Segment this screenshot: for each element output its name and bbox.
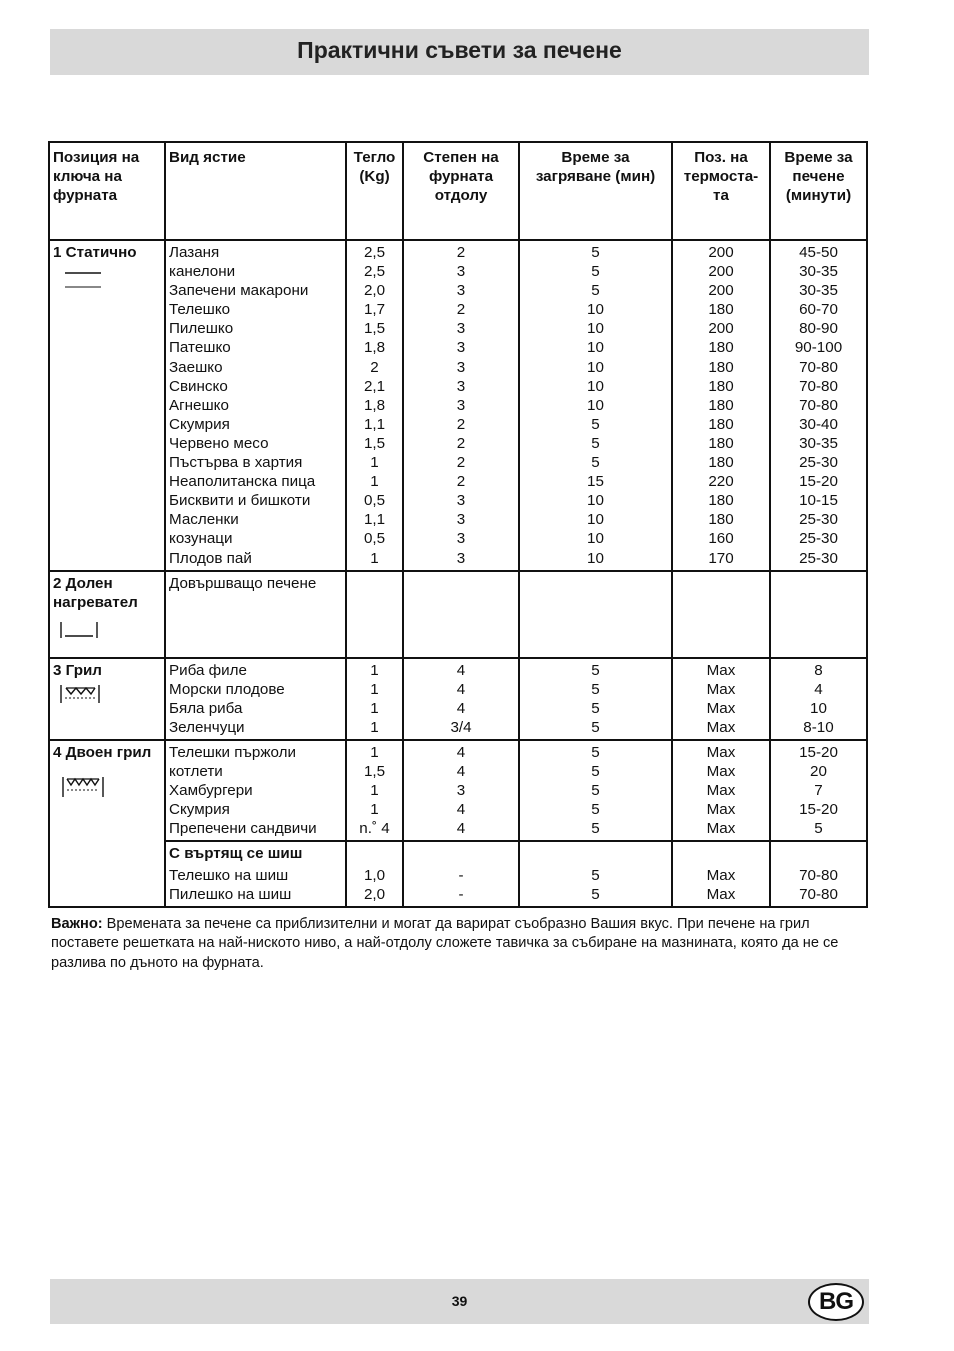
table-cell-line: 3 <box>456 492 466 510</box>
table-cell-line: Max <box>706 866 736 884</box>
table-cell-line: 5 <box>591 885 600 903</box>
table-cell-line: Max <box>706 820 736 838</box>
table-cell-line: 25-30 <box>799 530 838 548</box>
baking-table <box>48 141 868 908</box>
table-cell-line: 5 <box>591 743 600 761</box>
table-cell-line: 10 <box>587 377 604 395</box>
table-cell-line: канелони <box>169 263 236 281</box>
note-label: Важно: <box>51 916 103 932</box>
table-cell-line: 25-30 <box>799 511 838 529</box>
position-cell-grill <box>49 658 165 740</box>
table-cell-line: 3 <box>456 339 466 357</box>
weight-list <box>347 866 402 906</box>
position-label-bottom: 2 Долен нагревател <box>53 574 138 611</box>
table-cell-line: Неаполитанска пица <box>169 473 316 491</box>
table-cell-line: 3 <box>456 511 466 529</box>
table-cell-line: 15-20 <box>799 473 838 491</box>
table-cell-line: Телешки пържоли <box>169 743 296 761</box>
table-cell-line: 5 <box>591 718 600 736</box>
table-cell-line: 1,5 <box>363 434 386 452</box>
header-position: Позиция на ключа на фурната <box>49 142 165 240</box>
table-cell-line: 1 <box>370 743 379 761</box>
table-cell-line: 0,5 <box>363 492 386 510</box>
table-cell-line: 5 <box>591 866 600 884</box>
table-cell-line: Масленки <box>169 511 239 529</box>
table-cell-line: 4 <box>456 763 466 781</box>
time-list <box>771 866 866 906</box>
table-cell-line: 1,1 <box>363 511 386 529</box>
thermostat-list <box>673 241 769 570</box>
table-cell-line: 80-90 <box>799 320 838 338</box>
table-cell-line: 3 <box>456 320 466 338</box>
table-cell-line: 2,5 <box>363 244 386 261</box>
table-cell-line: козунаци <box>169 530 233 548</box>
table-cell-line: 15-20 <box>799 743 838 761</box>
weight-list <box>347 741 402 840</box>
thermostat-list <box>673 659 769 739</box>
table-cell-line: 180 <box>708 454 734 472</box>
table-cell-line: 4 <box>456 820 466 838</box>
table-cell-line: 25-30 <box>799 454 838 472</box>
position-label-double-grill: 4 Двоен грил <box>53 743 152 761</box>
table-cell-line: 20 <box>810 763 827 781</box>
table-cell-line: 1 <box>370 699 379 717</box>
table-cell-line: 25-30 <box>799 549 838 567</box>
table-cell-line: 5 <box>591 763 600 781</box>
table-cell-line: Пилешко на шиш <box>169 885 292 903</box>
table-cell-line: 2,1 <box>363 377 386 395</box>
bottom-heat-icon <box>53 618 113 644</box>
table-cell-line: Морски плодове <box>169 680 285 698</box>
table-cell-line: 2 <box>456 244 466 261</box>
table-cell-line: 8 <box>814 661 823 679</box>
table-cell-line: 2,5 <box>363 263 386 281</box>
table-cell-line: Max <box>706 718 736 736</box>
table-cell-line: 3 <box>456 549 466 567</box>
table-cell-line: 180 <box>708 339 734 357</box>
table-cell-line: Скумрия <box>169 415 230 433</box>
table-cell-line: Телешко на шиш <box>169 866 289 884</box>
time-list <box>771 741 866 840</box>
table-cell-line: 60-70 <box>799 301 838 319</box>
table-cell-line: 30-35 <box>799 282 838 300</box>
table-cell-line: 10 <box>587 301 604 319</box>
table-cell-line: 3 <box>456 358 466 376</box>
table-cell-line: 4 <box>814 680 823 698</box>
section-grill <box>49 658 867 740</box>
table-cell-line: 2 <box>456 434 466 452</box>
table-cell-line: 180 <box>708 358 734 376</box>
table-cell-line: Довършващо печене <box>169 574 317 592</box>
table-cell-line: 15-20 <box>799 801 838 819</box>
header-preheat: Време за загряване (мин) <box>519 142 672 240</box>
table-cell-line: - <box>458 866 464 884</box>
table-cell-line: 200 <box>708 320 734 338</box>
time-list <box>771 659 866 739</box>
table-cell-line: Плодов пай <box>169 549 252 567</box>
table-cell-line: 1,5 <box>363 320 386 338</box>
table-cell-line: 0,5 <box>363 530 386 548</box>
table-cell-line: 5 <box>591 434 600 452</box>
table-cell-line: 10 <box>587 396 604 414</box>
table-cell-line: 2 <box>456 415 466 433</box>
table-cell-line: Агнешко <box>169 396 229 414</box>
table-cell-line: Заешко <box>169 358 223 376</box>
time-list <box>771 241 866 570</box>
level-list <box>404 866 518 906</box>
table-cell-line: 10 <box>587 530 604 548</box>
section-double-grill <box>49 740 867 841</box>
table-cell-line: 5 <box>591 801 600 819</box>
dish-list <box>166 659 345 739</box>
table-cell-line: 1 <box>370 782 379 800</box>
table-cell-line: Лазаня <box>169 244 220 261</box>
table-cell-line: Бисквити и бишкоти <box>169 492 311 510</box>
position-label-grill: 3 Грил <box>53 661 102 679</box>
preheat-list <box>520 741 671 840</box>
section-bottom <box>49 571 867 658</box>
table-cell-line: 5 <box>591 282 600 300</box>
table-cell-line: 5 <box>591 244 600 261</box>
table-cell-line: 2 <box>370 358 379 376</box>
table-cell-line: 10 <box>810 699 827 717</box>
preheat-list <box>520 866 671 906</box>
table-cell-line: 1,7 <box>363 301 386 319</box>
table-cell-line: 160 <box>708 530 734 548</box>
table-cell-line: Max <box>706 782 736 800</box>
table-cell-line: 10 <box>587 358 604 376</box>
spit-heading: С въртящ се шиш <box>169 845 303 863</box>
table-cell-line: 1,8 <box>363 339 386 357</box>
table-cell-line: Патешко <box>169 339 231 357</box>
table-cell-line: 10-15 <box>799 492 838 510</box>
position-label-static: 1 Статично <box>53 244 137 261</box>
table-cell-line: 10 <box>587 320 604 338</box>
dish-list <box>166 572 345 595</box>
table-cell-line: 2,0 <box>363 282 386 300</box>
table-cell-line: Запечени макарони <box>169 282 309 300</box>
header-level: Степен на фурната отдолу <box>403 142 519 240</box>
table-cell-line: 10 <box>587 492 604 510</box>
table-cell-line: 2 <box>456 473 466 491</box>
table-cell-line: 30-35 <box>799 434 838 452</box>
table-cell-line: 70-80 <box>799 396 838 414</box>
table-cell-line: 5 <box>814 820 823 838</box>
header-thermostat: Поз. на термоста- та <box>672 142 770 240</box>
table-cell-line: 3/4 <box>450 718 472 736</box>
table-cell-line: 10 <box>587 339 604 357</box>
table-cell-line: Max <box>706 885 736 903</box>
table-cell-line: 1 <box>370 801 379 819</box>
table-cell-line: 1,1 <box>363 415 386 433</box>
table-cell-line: 30-40 <box>799 415 838 433</box>
table-cell-line: 5 <box>591 782 600 800</box>
table-cell-line: 180 <box>708 377 734 395</box>
table-cell-line: 5 <box>591 263 600 281</box>
table-cell-line: 4 <box>456 680 466 698</box>
table-cell-line: 70-80 <box>799 866 838 884</box>
table-cell-line: 1,5 <box>363 763 386 781</box>
table-cell-line: Max <box>706 801 736 819</box>
level-list <box>404 741 518 840</box>
footer-bar <box>50 1279 869 1324</box>
thermostat-list <box>673 866 769 906</box>
dish-list <box>166 866 345 906</box>
grill-icon <box>53 682 113 708</box>
table-cell-line: 180 <box>708 415 734 433</box>
table-cell-line: 4 <box>456 699 466 717</box>
table-cell-line: Max <box>706 763 736 781</box>
section-static <box>49 240 867 571</box>
table-cell-line: 1 <box>370 549 379 567</box>
table-cell-line: 3 <box>456 377 466 395</box>
table-cell-line: Max <box>706 661 736 679</box>
table-cell-line: 5 <box>591 699 600 717</box>
table-cell-line: 7 <box>814 782 823 800</box>
language-badge: BG <box>808 1283 864 1321</box>
table-cell-line: 3 <box>456 530 466 548</box>
table-cell-line: 3 <box>456 782 466 800</box>
table-cell-line: 180 <box>708 492 734 510</box>
table-cell-line: 10 <box>587 549 604 567</box>
table-cell-line: 3 <box>456 282 466 300</box>
note-text: Времената за печене са приблизителни и могат да варират съобразно Вашия вкус. При печене на грил поставете решетката на най-ниското ниво, а най-отдолу сложете тавичка за събиране на мазнината, която да не се разлива по дъното на фурната. <box>51 916 839 971</box>
table-cell-line: 1,8 <box>363 396 386 414</box>
table-cell-line: Max <box>706 699 736 717</box>
table-cell-line: 2,0 <box>363 885 386 903</box>
table-cell-line: 70-80 <box>799 885 838 903</box>
table-cell-line: 10 <box>587 511 604 529</box>
table-cell-line: Max <box>706 743 736 761</box>
table-cell-line: n.˚ 4 <box>359 820 390 838</box>
table-header-row <box>49 142 867 240</box>
table-cell-line: 70-80 <box>799 358 838 376</box>
level-list <box>404 241 518 570</box>
table-cell-line: Свинско <box>169 377 228 395</box>
table-cell-line: 5 <box>591 661 600 679</box>
table-cell-line: 200 <box>708 263 734 281</box>
table-cell-line: Пъстърва в хартия <box>169 454 303 472</box>
table-cell-line: 30-35 <box>799 263 838 281</box>
table-cell-line: Бяла риба <box>169 699 243 717</box>
position-cell-double-grill <box>49 740 165 907</box>
weight-list <box>347 241 402 570</box>
table-cell-line: 5 <box>591 454 600 472</box>
table-cell-line: Зеленчуци <box>169 718 245 736</box>
weight-list <box>347 659 402 739</box>
section-spit <box>49 841 867 906</box>
table-cell-line: 1 <box>370 454 379 472</box>
table-cell-line: 4 <box>456 661 466 679</box>
table-cell-line: 4 <box>456 743 466 761</box>
table-cell-line: Хамбургери <box>169 782 253 800</box>
double-grill-icon <box>53 774 113 800</box>
table-cell-line: 4 <box>456 801 466 819</box>
top-bottom-heat-icon <box>53 268 113 294</box>
table-cell-line: 1 <box>370 473 379 491</box>
table-cell-line: котлети <box>169 763 223 781</box>
level-list <box>404 659 518 739</box>
table-cell-line: 3 <box>456 396 466 414</box>
table-cell-line: Пилешко <box>169 320 234 338</box>
dish-list <box>166 241 345 570</box>
position-cell-static <box>49 240 165 571</box>
table-cell-line: 1 <box>370 718 379 736</box>
table-cell-line: Червено месо <box>169 434 269 452</box>
header-weight: Тегло (Kg) <box>346 142 403 240</box>
table-cell-line: 180 <box>708 511 734 529</box>
table-cell-line: 90-100 <box>794 339 843 357</box>
page-number: 39 <box>451 1293 468 1309</box>
table-cell-line: 15 <box>587 473 604 491</box>
table-cell-line: 70-80 <box>799 377 838 395</box>
table-cell-line: 1 <box>370 680 379 698</box>
page-title: Практични съвети за печене <box>297 37 622 63</box>
position-cell-bottom <box>49 571 165 658</box>
preheat-list <box>520 659 671 739</box>
table-cell-line: 1,0 <box>363 866 386 884</box>
table-cell-line: 3 <box>456 263 466 281</box>
table-cell-line: 200 <box>708 244 734 261</box>
table-cell-line: Телешко <box>169 301 231 319</box>
important-note <box>51 915 861 973</box>
table-cell-line: Препечени сандвичи <box>169 820 317 838</box>
table-cell-line: 2 <box>456 301 466 319</box>
table-cell-line: 1 <box>370 661 379 679</box>
table-cell-line: - <box>458 885 464 903</box>
dish-list <box>166 741 345 840</box>
table-cell-line: 5 <box>591 415 600 433</box>
table-cell-line: 2 <box>456 454 466 472</box>
title-bar <box>50 29 869 75</box>
table-cell-line: 180 <box>708 396 734 414</box>
table-cell-line: 5 <box>591 820 600 838</box>
table-cell-line: 170 <box>708 549 734 567</box>
table-cell-line: 200 <box>708 282 734 300</box>
table-cell-line: 220 <box>708 473 734 491</box>
table-cell-line: 5 <box>591 680 600 698</box>
table-cell-line: 8-10 <box>803 718 834 736</box>
header-time: Време за печене (минути) <box>770 142 867 240</box>
table-cell-line: 45-50 <box>799 244 838 261</box>
table-cell-line: 180 <box>708 301 734 319</box>
table-cell-line: Риба филе <box>169 661 247 679</box>
table-cell-line: Max <box>706 680 736 698</box>
thermostat-list <box>673 741 769 840</box>
header-dish: Вид ястие <box>165 142 346 240</box>
table-cell-line: Скумрия <box>169 801 230 819</box>
preheat-list <box>520 241 671 570</box>
table-cell-line: 180 <box>708 434 734 452</box>
